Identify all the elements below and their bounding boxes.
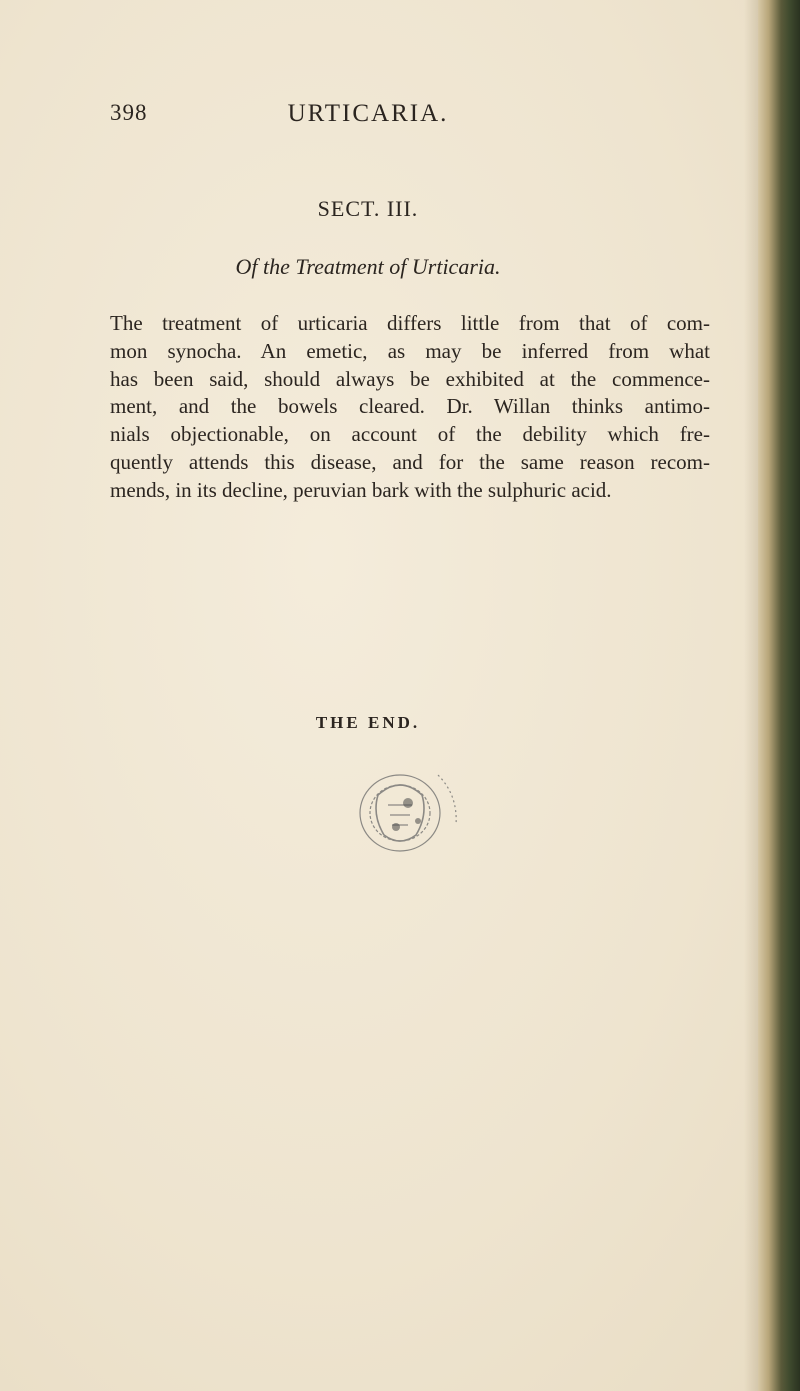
text-line: nials objectionable, on account of the debility which fre- bbox=[110, 422, 710, 447]
text-line: has been said, should always be exhibited at the commence- bbox=[110, 366, 710, 391]
running-title: URTICARIA. bbox=[287, 100, 449, 127]
text-line: The treatment of urticaria differs little from that of com- bbox=[110, 311, 710, 335]
text-line: quently attends this disease, and for the same reason recom- bbox=[110, 449, 710, 474]
book-edge bbox=[758, 0, 800, 1391]
page-number: 398 bbox=[110, 100, 148, 125]
section-heading: SECT. III. bbox=[317, 196, 419, 221]
text-line: mends, in its decline, peruvian bark with the sulphuric acid. bbox=[110, 477, 612, 502]
library-stamp-icon bbox=[338, 755, 478, 865]
body-paragraph bbox=[110, 310, 710, 505]
text-line: ment, and the bowels cleared. Dr. Willan thinks antimo- bbox=[110, 394, 710, 419]
the-end: THE END. bbox=[315, 713, 421, 732]
text-line: mon synocha. An emetic, as may be inferred from what bbox=[110, 338, 710, 363]
section-subtitle: Of the Treatment of Urticaria. bbox=[235, 254, 501, 279]
page-edge-shadow bbox=[744, 0, 758, 1391]
